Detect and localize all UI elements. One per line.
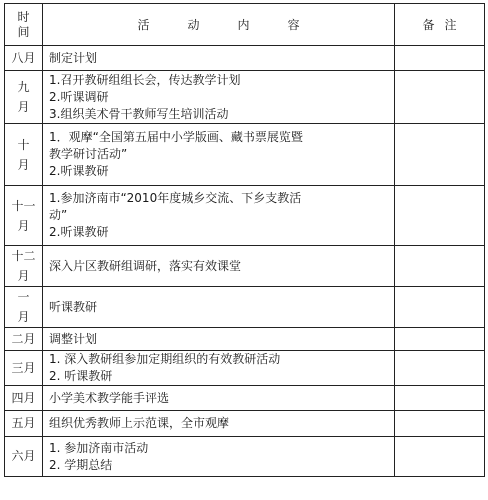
header-note-char: 注	[444, 18, 457, 32]
month-cell	[5, 437, 43, 477]
activity-item: 1. 深入教研组参加定期组织的有效教研活动	[49, 352, 281, 366]
schedule-row	[5, 351, 485, 386]
activity-item: 动”	[49, 208, 68, 222]
activity-content-cell	[43, 186, 395, 246]
month-label: 九	[17, 80, 30, 94]
activity-item: 2.听课调研	[49, 89, 109, 104]
month-cell	[5, 124, 43, 186]
month-label: 月	[17, 100, 30, 114]
header-row	[5, 4, 485, 46]
schedule-row	[5, 46, 485, 71]
activity-item: 3.组织美术骨干教师写生培训活动	[49, 106, 229, 121]
month-cell	[5, 287, 43, 328]
month-label: 月	[17, 218, 30, 233]
month-cell	[5, 186, 43, 246]
schedule-row	[5, 328, 485, 351]
header-note	[395, 4, 485, 46]
activity-item: 2.听课教研	[49, 225, 109, 239]
activity-content-cell	[43, 437, 395, 477]
month-label: 六月	[11, 449, 36, 463]
activity-content-cell	[43, 124, 395, 186]
month-label: 二月	[11, 331, 36, 346]
activity-item: 深入片区教研组调研，落实有效课堂	[49, 258, 242, 273]
month-cell	[5, 411, 43, 437]
month-label: 月	[17, 310, 30, 324]
month-label: 三月	[11, 360, 36, 375]
activity-item: 教学研讨活动”	[49, 147, 128, 161]
schedule-row	[5, 71, 485, 124]
month-cell	[5, 351, 43, 386]
activity-content-cell	[43, 351, 395, 386]
month-cell	[5, 328, 43, 351]
activity-item: 小学美术教学能手评选	[49, 390, 170, 405]
schedule-row	[5, 411, 485, 437]
month-label: 月	[17, 157, 30, 172]
month-label: 十一	[11, 198, 36, 213]
month-cell	[5, 246, 43, 287]
header-content-char: 动	[187, 18, 200, 32]
activity-item: 调整计划	[49, 331, 98, 346]
header-content	[43, 4, 395, 46]
activity-item: 1.参加济南市“2010年度城乡交流、下乡支教活	[49, 191, 302, 205]
schedule-row	[5, 437, 485, 477]
note-cell	[395, 386, 485, 411]
activity-item: 2. 学期总结	[49, 457, 113, 472]
header-month-line1: 时	[17, 9, 30, 24]
activity-item: 2. 听课教研	[49, 369, 113, 383]
header-content-char: 活	[137, 18, 150, 32]
header-note-char: 备	[422, 18, 435, 32]
activity-content-cell	[43, 386, 395, 411]
activity-item: 听课教研	[49, 299, 98, 314]
month-label: 十	[17, 137, 30, 152]
activity-content-cell	[43, 71, 395, 124]
schedule-row	[5, 287, 485, 328]
note-cell	[395, 124, 485, 186]
note-cell	[395, 287, 485, 328]
schedule-row	[5, 246, 485, 287]
activity-item: 制定计划	[49, 50, 98, 65]
header-content-char: 容	[287, 18, 300, 32]
month-label: 四月	[11, 390, 36, 405]
month-label: 一	[17, 290, 30, 304]
activity-item: 1. 参加济南市活动	[49, 440, 149, 455]
header-month	[5, 4, 43, 46]
header-content-char: 内	[237, 18, 250, 32]
note-cell	[395, 411, 485, 437]
month-cell	[5, 46, 43, 71]
activity-content-cell	[43, 287, 395, 328]
activity-schedule-table	[4, 3, 485, 477]
schedule-row	[5, 386, 485, 411]
header-month-line2: 间	[17, 24, 30, 39]
note-cell	[395, 351, 485, 386]
note-cell	[395, 328, 485, 351]
schedule-row	[5, 186, 485, 246]
activity-item: 1.召开教研组组长会，传达教学计划	[49, 72, 241, 87]
activity-content-cell	[43, 46, 395, 71]
activity-content-cell	[43, 246, 395, 287]
note-cell	[395, 246, 485, 287]
activity-content-cell	[43, 328, 395, 351]
month-label: 月	[17, 269, 30, 283]
note-cell	[395, 46, 485, 71]
schedule-row	[5, 124, 485, 186]
month-cell	[5, 71, 43, 124]
note-cell	[395, 437, 485, 477]
activity-content-cell	[43, 411, 395, 437]
note-cell	[395, 186, 485, 246]
activity-item: 组织优秀教师上示范课，全市观摩	[49, 416, 230, 430]
month-cell	[5, 386, 43, 411]
note-cell	[395, 71, 485, 124]
activity-item: 2.听课教研	[49, 164, 109, 178]
month-label: 八月	[11, 50, 36, 65]
month-label: 十二	[11, 249, 36, 263]
activity-item: 1．观摩“全国第五届中小学版画、藏书票展览暨	[49, 130, 303, 144]
month-label: 五月	[11, 416, 36, 430]
